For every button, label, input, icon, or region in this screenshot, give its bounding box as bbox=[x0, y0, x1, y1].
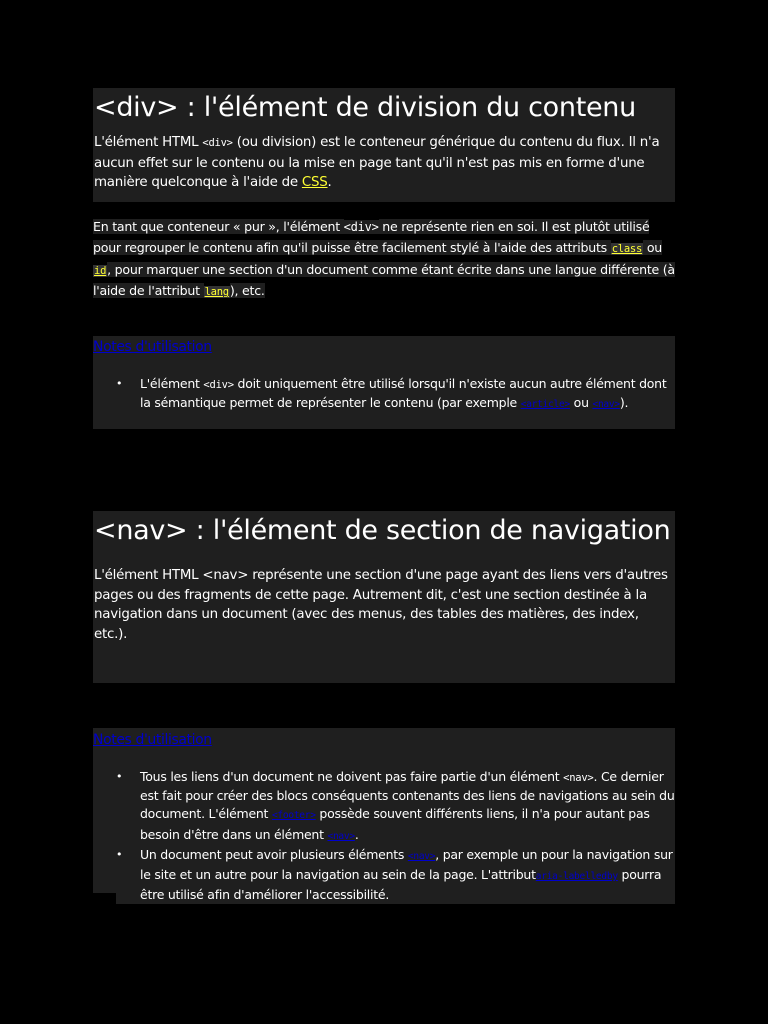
div-section-intro: L'élément HTML <div> (ou division) est le conteneur générique du contenu du flux. Il n'a aucun effet sur le contenu ou la mise en page tant qu'il n'est pas mis en forme d'une manière quelconque à l'aide de CSS. bbox=[94, 135, 660, 190]
nav-section-header bbox=[93, 511, 675, 683]
class-attr-link[interactable]: class bbox=[611, 242, 643, 255]
nav-link[interactable]: <nav> bbox=[327, 830, 355, 842]
lang-attr-link[interactable]: lang bbox=[204, 286, 229, 299]
bullet-icon: • bbox=[116, 770, 123, 783]
nav-link[interactable]: <nav> bbox=[592, 399, 620, 411]
div-notes-list bbox=[116, 375, 675, 414]
list-item: • Tous les liens d'un document ne doivent pas faire partie d'un élément <nav>. Ce dernier est fait pour créer des blocs conséquents contenants des liens de navigations au sein du document. L'élément <footer> possède souvent différents liens, il n'a pour autant pas besoin d'être dans un élément <nav>. bbox=[116, 769, 675, 842]
div-section-paragraph: En tant que conteneur « pur », l'élément <div> ne représente rien en soi. Il est plutôt utilisé pour regrouper le contenu afin qu'il puisse être facilement stylé à l'aide des attributs class ou id, pour marquer une section d'un document comme étant écrite dans une langue différente (à l'aide de l'attribut lang), etc. bbox=[93, 219, 675, 299]
nav-notes-title[interactable]: Notes d'utilisation bbox=[93, 732, 212, 748]
footer-link[interactable]: <footer> bbox=[271, 810, 316, 822]
article-link[interactable]: <article> bbox=[520, 399, 570, 411]
div-notes-title[interactable]: Notes d'utilisation bbox=[93, 339, 212, 355]
bullet-icon: • bbox=[116, 377, 123, 390]
list-item: • Un document peut avoir plusieurs éléments <nav>, par exemple un pour la navigation sur le site et un autre pour la navigation au sein de la page. L'attributaria-labelledby pourra être utilisé afin d'améliorer l'accessibilité. bbox=[116, 846, 673, 903]
nav-notes-list bbox=[116, 768, 675, 904]
css-link[interactable]: CSS bbox=[301, 175, 328, 190]
nav-section-intro: L'élément HTML <nav> représente une section d'une page ayant des liens vers d'autres pages ou des fragments de cette page. Autrement dit, c'est une section destinée à la navigation dans un document (avec des menus, des tables des matières, des index, etc.). bbox=[94, 568, 668, 642]
nav-link[interactable]: <nav> bbox=[407, 850, 436, 862]
div-notes-block bbox=[93, 336, 675, 429]
id-attr-link[interactable]: id bbox=[94, 264, 107, 277]
bullet-icon: • bbox=[116, 847, 123, 861]
nav-section-title: <nav> : l'élément de section de navigation bbox=[94, 515, 671, 546]
nav-notes-block bbox=[93, 728, 675, 903]
aria-labelledby-link[interactable]: aria-labelledby bbox=[535, 871, 618, 883]
div-section-title: <div> : l'élément de division du contenu bbox=[94, 92, 636, 123]
list-item: • L'élément <div> doit uniquement être utilisé lorsqu'il n'existe aucun autre élément dont la sémantique permet de représenter le contenu (par exemple <article> ou <nav>). bbox=[116, 376, 667, 411]
div-section-header bbox=[93, 88, 675, 202]
